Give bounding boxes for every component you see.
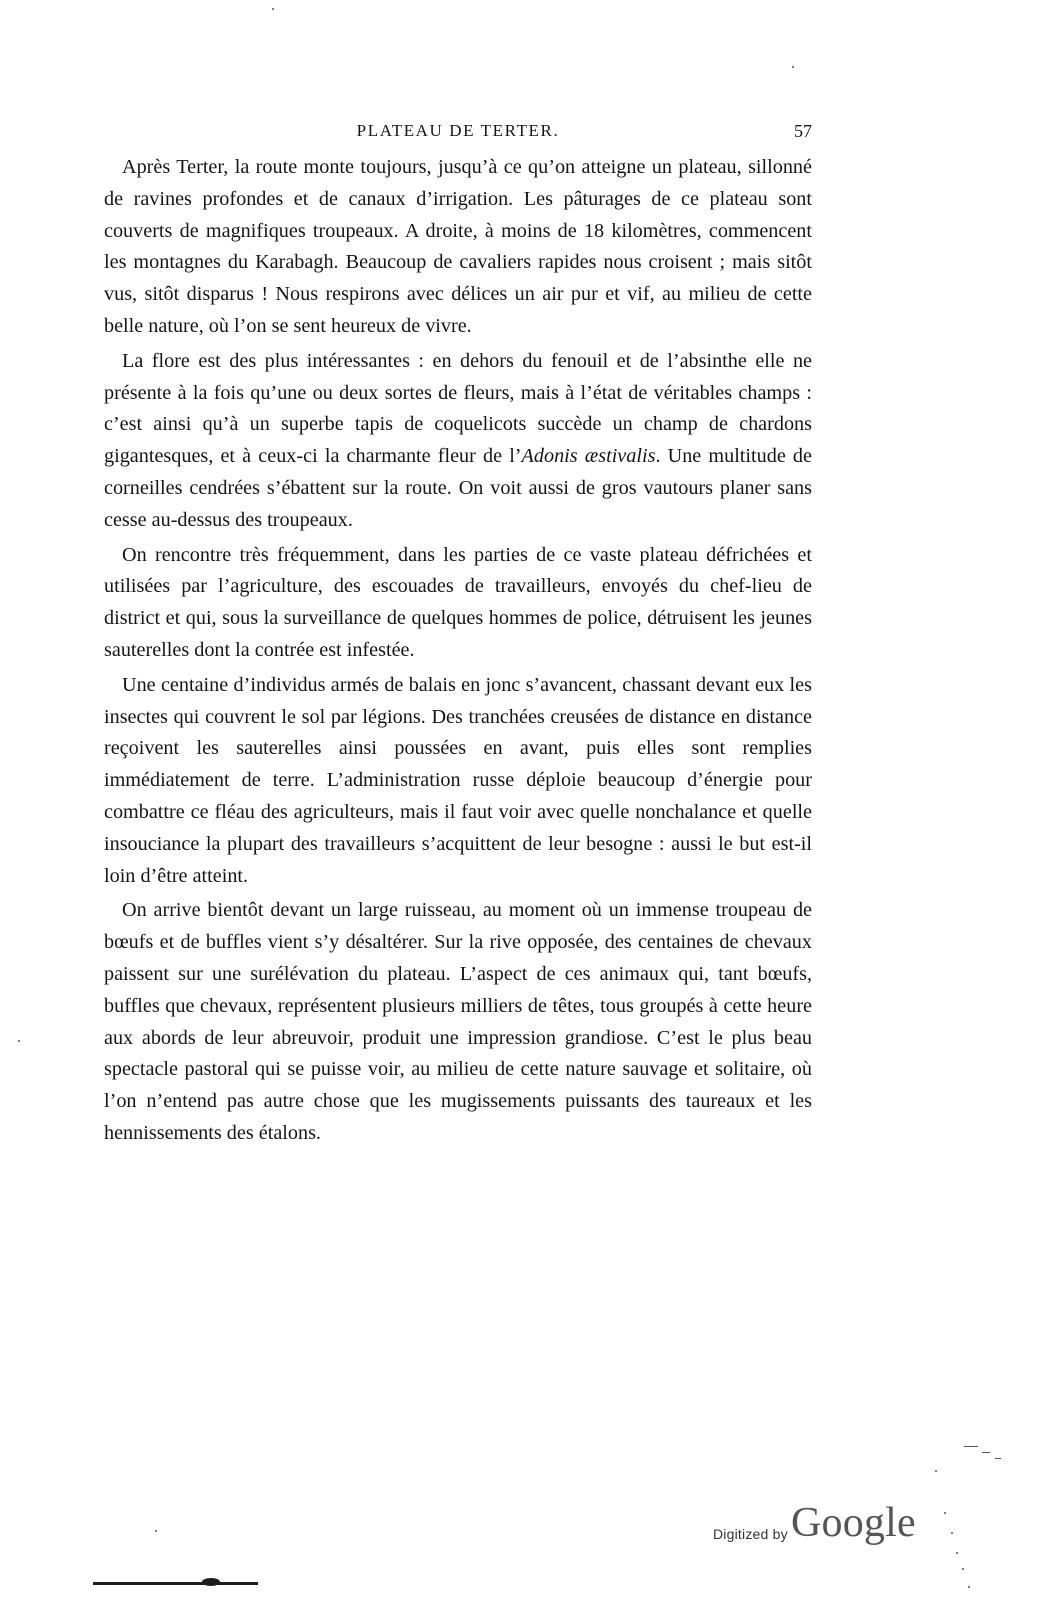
species-name: Adonis æstivalis [521,445,656,468]
watermark-prefix: Digitized by [713,1526,788,1542]
scan-dash [982,1452,990,1453]
scan-artifact-rule [93,1582,258,1585]
scan-speck [968,1586,970,1588]
scan-speck [956,1552,958,1554]
scan-dash [995,1458,1001,1459]
google-logo: Google [791,1500,916,1546]
running-head [104,118,812,146]
body-text [104,152,812,1150]
scan-speck [155,1530,157,1532]
scan-speck [792,66,794,68]
paragraph-4: Une centaine d’individus armés de balais en jonc s’avancent, chassant devant eux les insectes qui couvrent le sol par légions. Des tranchées creusées de distance en distance reçoivent les sauterelles ainsi poussées en avant, puis elles sont remplies immédiatement de terre. L’administration russe déploie beaucoup d’énergie pour combattre ce fléau des agriculteurs, mais il faut voir avec quelle nonchalance et quelle insouciance la plupart des travailleurs s’acquittent de leur besogne : aussi le but est-il loin d’être atteint. [104,673,812,887]
running-title: PLATEAU DE TERTER. [356,121,560,140]
scan-speck [944,1512,946,1514]
paragraph-2-text-before: La flore est des plus intéressantes : en dehors du fenouil et de l’absinthe elle ne présente à la fois qu’une ou deux sortes de fleurs, mais à l’état de véritables champs : c’est ainsi qu’à un superbe tapis de coquelicots succède un champ de chardons gigantesques, et à ceux-ci la charmante fleur de l’ [104,349,812,468]
scan-speck [951,1532,953,1534]
scan-dash [964,1446,978,1447]
paragraph-2 [104,346,812,537]
paragraph-2-text-after: . Une multitude de corneilles cendrées s’ébattent sur la route. On voit aussi de gros vautours planer sans cesse au-dessus des troupeaux. [104,445,812,531]
paragraph-3: On rencontre très fréquemment, dans les parties de ce vaste plateau défrichées et utilisées par l’agriculture, des escouades de travailleurs, envoyés du chef-lieu de district et qui, sous la surveillance de quelques hommes de police, détruisent les jeunes sauterelles dont la contrée est infestée. [104,543,812,661]
scan-speck [272,8,274,10]
scan-artifact-knob [202,1578,220,1586]
scan-speck [962,1568,964,1570]
scan-speck [18,1040,20,1042]
digitized-by-google-watermark [713,1496,958,1554]
scan-speck [935,1470,937,1472]
paragraph-1: Après Terter, la route monte toujours, jusqu’à ce qu’on atteigne un plateau, sillonné de ravines profondes et de canaux d’irrigation. Les pâturages de ce plateau sont couverts de magnifiques troupeaux. A droite, à moins de 18 kilomètres, commencent les montagnes du Karabagh. Beaucoup de cavaliers rapides nous croisent ; mais sitôt vus, sitôt disparus ! Nous respirons avec délices un air pur et vif, au milieu de cette belle nature, où l’on se sent heureux de vivre. [104,156,812,337]
page-number: 57 [794,121,812,141]
paragraph-5: On arrive bientôt devant un large ruisseau, au moment où un immense troupeau de bœufs et de buffles vient s’y désaltérer. Sur la rive opposée, des centaines de chevaux paissent sur une surélévation du plateau. L’aspect de ces animaux qui, tant bœufs, buffles que chevaux, représentent plusieurs milliers de têtes, tous groupés à cette heure aux abords de leur abreuvoir, produit une impression grandiose. C’est le plus beau spectacle pastoral qui se puisse voir, au milieu de cette nature sauvage et solitaire, où l’on n’entend pas autre chose que les mugissements puissants des taureaux et les hennissements des étalons. [104,899,812,1144]
